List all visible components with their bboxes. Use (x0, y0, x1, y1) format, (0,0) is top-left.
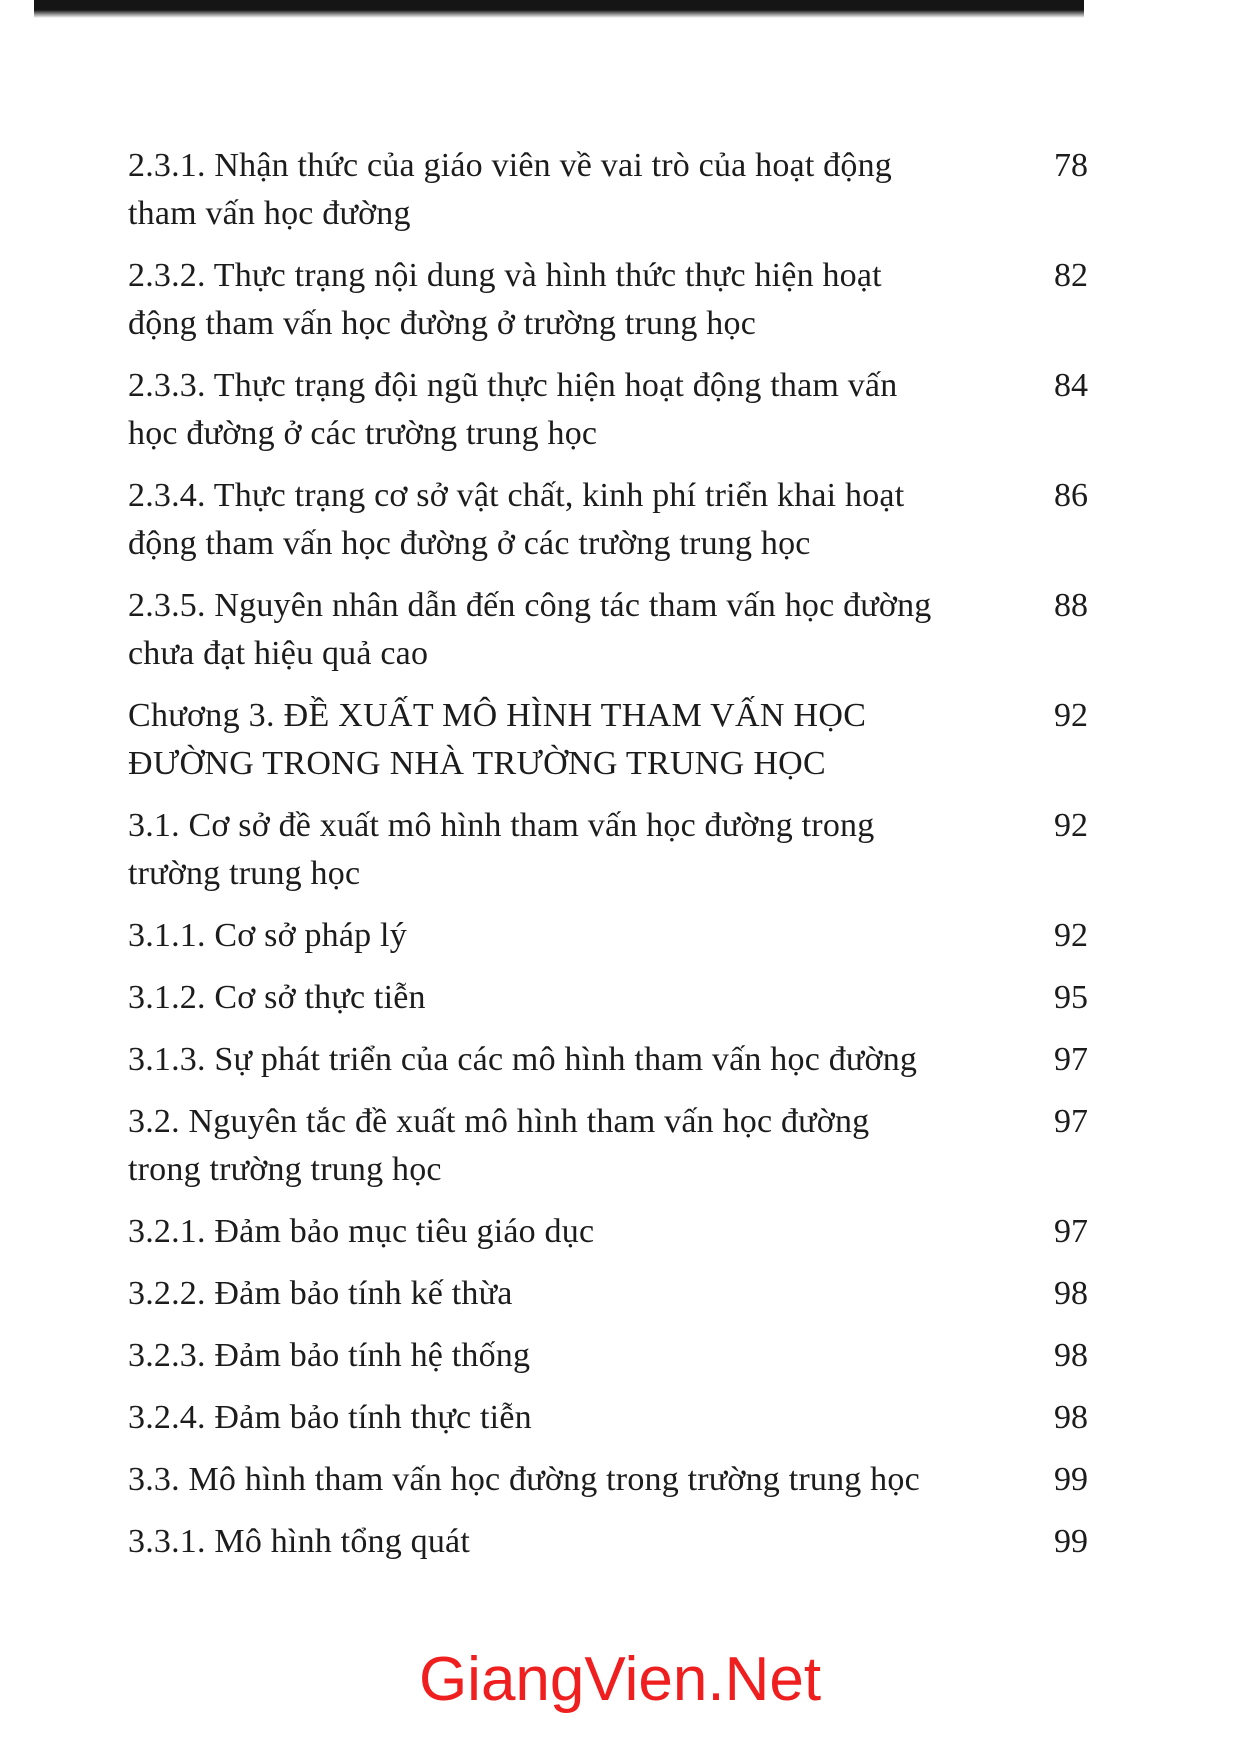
toc-title: 3.1.1. Cơ sở pháp lý (128, 917, 407, 954)
toc-page-number: 98 (1054, 1275, 1088, 1312)
toc-title: 2.3.3. Thực trạng đội ngũ thực hiện hoạt động tham vấn học đường ở các trường trung học (128, 367, 898, 452)
toc-page-number: 82 (1054, 257, 1088, 294)
toc-title: 3.3.1. Mô hình tổng quát (128, 1523, 470, 1560)
toc-entry-3-2 (128, 1098, 1088, 1194)
toc-title: 3.2.1. Đảm bảo mục tiêu giáo dục (128, 1213, 595, 1250)
toc-entry-3-1 (128, 802, 1088, 898)
toc-entry-3-3 (128, 1456, 1088, 1504)
toc-page-number: 97 (1054, 1103, 1088, 1140)
toc-title: 3.1.3. Sự phát triển của các mô hình tham vấn học đường (128, 1041, 918, 1078)
toc-page-number: 78 (1054, 147, 1088, 184)
toc-title: 3.1. Cơ sở đề xuất mô hình tham vấn học đường trong trường trung học (128, 807, 875, 892)
toc-entry-3-2-2 (128, 1270, 1088, 1318)
toc-page-number: 88 (1054, 587, 1088, 624)
toc-entry-3-1-3 (128, 1036, 1088, 1084)
toc-page-number: 92 (1054, 807, 1088, 844)
toc-title: 2.3.2. Thực trạng nội dung và hình thức thực hiện hoạt động tham vấn học đường ở trường trung học (128, 257, 882, 342)
toc-title: 3.3. Mô hình tham vấn học đường trong trường trung học (128, 1461, 920, 1498)
toc-title: 3.2.2. Đảm bảo tính kế thừa (128, 1275, 513, 1312)
toc-entry-3-1-1 (128, 912, 1088, 960)
toc-title: 3.1.2. Cơ sở thực tiễn (128, 979, 426, 1016)
toc-page-number: 95 (1054, 979, 1088, 1016)
toc-entry-2-3-4 (128, 472, 1088, 568)
toc-entry-3-2-1 (128, 1208, 1088, 1256)
watermark-text: GiangVien.Net (418, 1645, 822, 1714)
toc-title: 3.2. Nguyên tắc đề xuất mô hình tham vấn học đường trong trường trung học (128, 1103, 870, 1188)
toc-entry-2-3-1 (128, 142, 1088, 238)
toc-entry-2-3-2 (128, 252, 1088, 348)
toc-title: 3.2.3. Đảm bảo tính hệ thống (128, 1337, 531, 1374)
toc-title: 3.2.4. Đảm bảo tính thực tiễn (128, 1399, 532, 1436)
toc-entry-3-1-2 (128, 974, 1088, 1022)
toc-page-number: 97 (1054, 1213, 1088, 1250)
toc-page-number: 92 (1054, 917, 1088, 954)
toc-entry-3-2-4 (128, 1394, 1088, 1442)
toc-page-number: 99 (1054, 1523, 1088, 1560)
toc-page-number: 84 (1054, 367, 1088, 404)
toc-page-number: 86 (1054, 477, 1088, 514)
toc-chapter-title: Chương 3. ĐỀ XUẤT MÔ HÌNH THAM VẤN HỌC ĐƯỜNG TRONG NHÀ TRƯỜNG TRUNG HỌC (128, 697, 867, 782)
toc-page-number: 98 (1054, 1337, 1088, 1374)
scan-top-edge (34, 0, 1084, 18)
toc-entry-2-3-3 (128, 362, 1088, 458)
toc-page-number: 97 (1054, 1041, 1088, 1078)
toc-entry-3-3-1 (128, 1518, 1088, 1566)
toc-entry-3-2-3 (128, 1332, 1088, 1380)
toc-entry-chapter-3 (128, 692, 1088, 788)
toc-title: 2.3.5. Nguyên nhân dẫn đến công tác tham vấn học đường chưa đạt hiệu quả cao (128, 587, 932, 672)
toc-entry-2-3-5 (128, 582, 1088, 678)
toc-page-number: 99 (1054, 1461, 1088, 1498)
toc-page-number: 92 (1054, 697, 1088, 734)
table-of-contents (128, 142, 1088, 1580)
toc-title: 2.3.1. Nhận thức của giáo viên về vai trò của hoạt động tham vấn học đường (128, 147, 892, 232)
toc-page-number: 98 (1054, 1399, 1088, 1436)
toc-title: 2.3.4. Thực trạng cơ sở vật chất, kinh phí triển khai hoạt động tham vấn học đường ở các trường trung học (128, 477, 905, 562)
